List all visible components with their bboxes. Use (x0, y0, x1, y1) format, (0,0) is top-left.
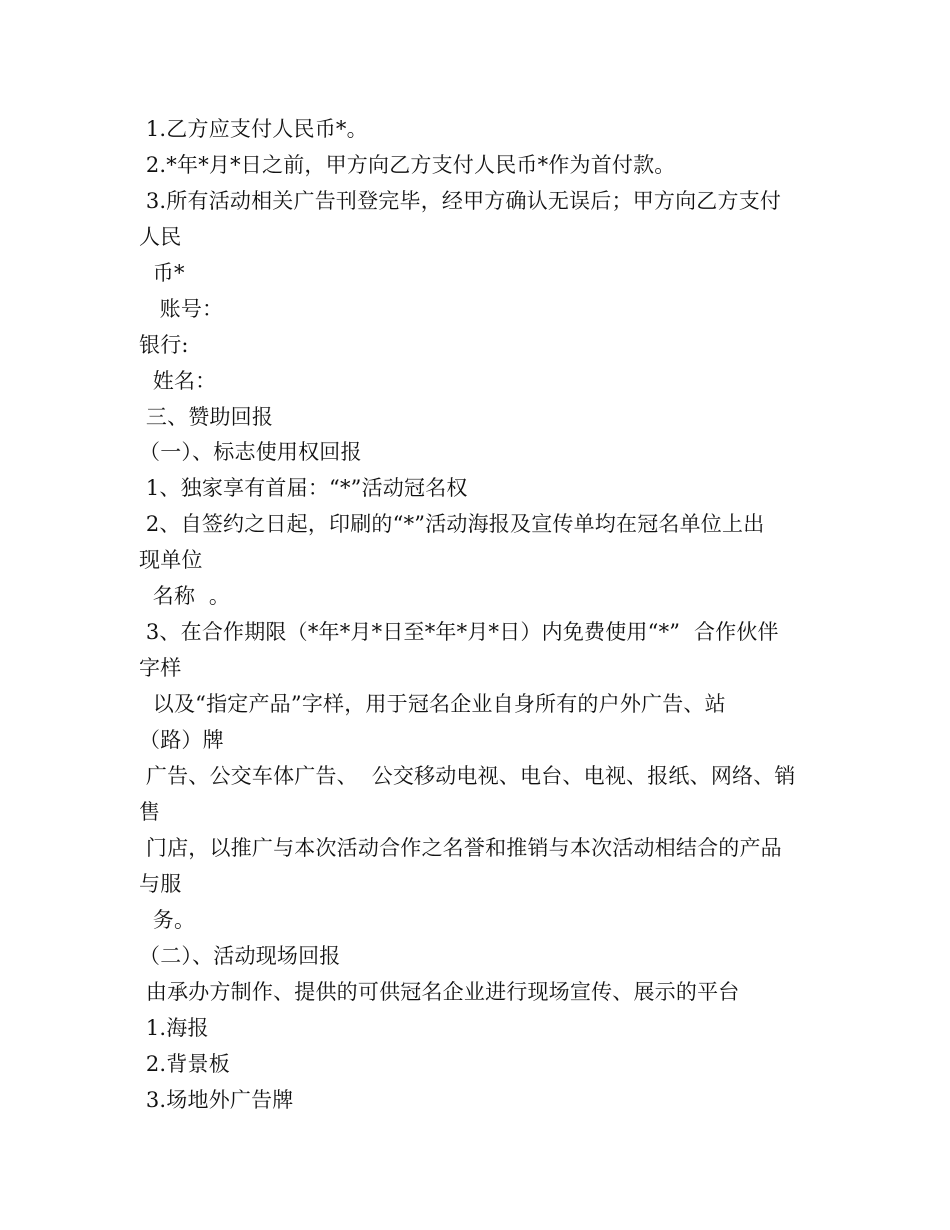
text-line: 人民 (139, 225, 182, 249)
list-item: 1.海报 (139, 1016, 209, 1040)
text-line: 售 (139, 800, 161, 824)
text-line: 3.所有活动相关广告刊登完毕，经甲方确认无误后；甲方向乙方支付 (139, 189, 782, 213)
text-line: 现单位 (139, 548, 203, 572)
text-line: 币* (139, 261, 185, 285)
text-line: 2、自签约之日起，印刷的“*”活动海报及宣传单均在冠名单位上出 (139, 512, 765, 536)
text-line: 2.*年*月*日之前，甲方向乙方支付人民币*作为首付款。 (139, 153, 676, 177)
subsection-heading: （二）、活动现场回报 (139, 944, 341, 968)
text-line: 以及“指定产品”字样，用于冠名企业自身所有的户外广告、站 (139, 692, 726, 716)
text-line: 银行: (139, 333, 189, 357)
text-line: 名称 。 (139, 584, 231, 608)
text-line: 账号： (139, 297, 224, 321)
text-line: 广告、公交车体广告、 公交移动电视、电台、电视、报纸、网络、销 (139, 764, 796, 788)
text-line: 姓名： (139, 369, 217, 393)
text-line: 务。 (139, 908, 196, 932)
text-line: 与服 (139, 872, 182, 896)
text-line: 1、独家享有首届：“*”活动冠名权 (139, 476, 468, 500)
text-line: （路）牌 (139, 728, 224, 752)
text-line: 字样 (139, 656, 182, 680)
text-line: 由承办方制作、提供的可供冠名企业进行现场宣传、展示的平台 (139, 980, 740, 1004)
text-line: 1.乙方应支付人民币*。 (139, 117, 368, 141)
text-line: 3、在合作期限（*年*月*日至*年*月*日）内免费使用“*” 合作伙伴 (139, 620, 779, 644)
list-item: 2.背景板 (139, 1052, 230, 1076)
subsection-heading: （一）、标志使用权回报 (139, 440, 362, 464)
list-item: 3.场地外广告牌 (139, 1088, 294, 1112)
text-line: 门店，以推广与本次活动合作之名誉和推销与本次活动相结合的产品 (139, 836, 782, 860)
section-heading: 三、赞助回报 (139, 405, 274, 429)
